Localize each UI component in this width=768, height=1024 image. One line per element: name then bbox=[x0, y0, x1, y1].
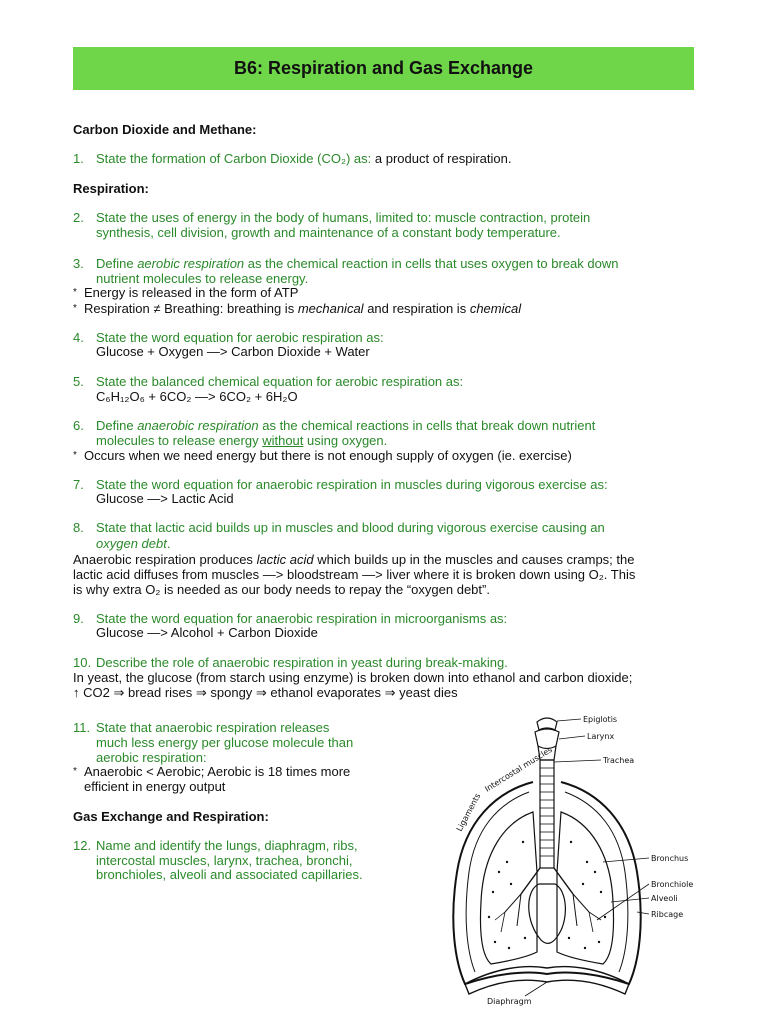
bullet-term: mechanical bbox=[297, 301, 364, 316]
item-9 bbox=[73, 611, 507, 626]
paragraph-line: In yeast, the glucose (from starch using enzyme) is broken down into ethanol and carbon dioxide; bbox=[73, 670, 633, 685]
item-5 bbox=[73, 374, 463, 389]
item-answer: a product of respiration. bbox=[371, 151, 512, 166]
label-ligaments: Ligaments bbox=[454, 791, 483, 833]
item-number: 8. bbox=[73, 520, 84, 535]
bullet-marker: * bbox=[73, 766, 77, 777]
section-co2-methane: Carbon Dioxide and Methane: bbox=[73, 122, 257, 137]
right-lung-shape bbox=[557, 812, 614, 964]
paragraph-line: ↑ CO2 ⇒ bread rises ⇒ spongy ⇒ ethanol evaporates ⇒ yeast dies bbox=[73, 685, 458, 700]
item-text: Define bbox=[96, 256, 138, 271]
item-number: 3. bbox=[73, 256, 84, 271]
bullet-text: Anaerobic < Aerobic; Aerobic is 18 times more bbox=[84, 764, 351, 779]
label-alveoli: Alveoli bbox=[651, 894, 678, 903]
label-bronchiole: Bronchiole bbox=[651, 880, 694, 889]
bullet-text: Occurs when we need energy but there is not enough supply of oxygen (ie. exercise) bbox=[84, 448, 572, 463]
section-gas-exchange: Gas Exchange and Respiration: bbox=[73, 809, 269, 824]
item-7 bbox=[73, 477, 608, 492]
item-11 bbox=[73, 720, 329, 735]
bullet-item bbox=[73, 301, 521, 316]
item-1 bbox=[73, 151, 511, 166]
paragraph-line bbox=[73, 552, 634, 567]
item-number: 1. bbox=[73, 151, 84, 166]
item-text: Define bbox=[96, 418, 138, 433]
item-text: State the uses of energy in the body of humans, limited to: muscle contraction, protein bbox=[96, 210, 591, 225]
item-number: 10. bbox=[73, 655, 92, 670]
item-number: 11. bbox=[73, 720, 91, 735]
item-term: oxygen debt bbox=[96, 536, 167, 551]
label-epiglottis: Epiglotis bbox=[583, 715, 618, 724]
item-11-line-3: aerobic respiration: bbox=[96, 750, 207, 765]
label-larynx: Larynx bbox=[587, 732, 615, 741]
item-number: 9. bbox=[73, 611, 84, 626]
bullet-text: Energy is released in the form of ATP bbox=[84, 285, 299, 300]
label-intercostal: Intercostal muscles bbox=[483, 744, 554, 794]
left-lung-shape bbox=[480, 812, 537, 964]
diaphragm-shape bbox=[465, 967, 629, 994]
word-equation: Glucose —> Lactic Acid bbox=[96, 491, 234, 506]
item-number: 12. bbox=[73, 838, 92, 853]
section-respiration: Respiration: bbox=[73, 181, 149, 196]
bullet-item bbox=[73, 764, 350, 779]
item-text-rest: using oxygen. bbox=[303, 433, 388, 448]
item-text-rest: as the chemical reaction in cells that uses oxygen to break down bbox=[244, 256, 619, 271]
item-term: aerobic respiration bbox=[137, 256, 245, 271]
paragraph-term: lactic acid bbox=[256, 552, 314, 567]
paragraph-text-rest: which builds up in the muscles and causes cramps; the bbox=[313, 552, 635, 567]
item-11-line-2: much less energy per glucose molecule than bbox=[96, 735, 354, 750]
item-2 bbox=[73, 210, 590, 225]
item-6 bbox=[73, 418, 595, 433]
label-bronchus: Bronchus bbox=[651, 854, 689, 863]
word-equation: Glucose + Oxygen —> Carbon Dioxide + Water bbox=[96, 344, 370, 359]
bullet-term: chemical bbox=[469, 301, 522, 316]
bullet-marker: * bbox=[73, 303, 77, 314]
item-2-line-2: synthesis, cell division, growth and maintenance of a constant body temperature. bbox=[96, 225, 561, 240]
bullet-marker: * bbox=[73, 287, 77, 298]
label-diaphragm: Diaphragm bbox=[487, 997, 532, 1006]
bullet-marker: * bbox=[73, 450, 77, 461]
item-text: State the balanced chemical equation for aerobic respiration as: bbox=[96, 374, 464, 389]
item-text: State the word equation for aerobic respiration as: bbox=[96, 330, 384, 345]
item-6-line-2 bbox=[96, 433, 387, 448]
paragraph-line: lactic acid diffuses from muscles —> bloodstream —> liver where it is broken down using O₂. This bbox=[73, 567, 636, 582]
item-4 bbox=[73, 330, 384, 345]
label-trachea: Trachea bbox=[603, 756, 635, 765]
label-ribcage: Ribcage bbox=[651, 910, 684, 919]
lung-diagram-svg bbox=[425, 712, 715, 1012]
page-title: B6: Respiration and Gas Exchange bbox=[233, 58, 534, 78]
paragraph-text: Anaerobic respiration produces bbox=[73, 552, 257, 567]
heart-shape bbox=[529, 884, 566, 943]
bullet-item bbox=[73, 285, 298, 300]
item-text: State the word equation for anaerobic respiration in muscles during vigorous exercise as: bbox=[96, 477, 608, 492]
item-8-line-2: oxygen debt. bbox=[96, 536, 171, 551]
lung-diagram bbox=[425, 712, 715, 1012]
bronchi-shape bbox=[521, 868, 573, 894]
item-3 bbox=[73, 256, 618, 271]
item-number: 2. bbox=[73, 210, 84, 225]
item-number: 5. bbox=[73, 374, 84, 389]
paragraph-line: is why extra O₂ is needed as our body needs to repay the “oxygen debt”. bbox=[73, 582, 490, 597]
item-12 bbox=[73, 838, 358, 853]
item-term: anaerobic respiration bbox=[137, 418, 259, 433]
bullet-item bbox=[73, 448, 572, 463]
item-number: 6. bbox=[73, 418, 84, 433]
item-8 bbox=[73, 520, 605, 535]
item-text: State that lactic acid builds up in muscles and blood during vigorous exercise causing an bbox=[96, 520, 605, 535]
item-10 bbox=[73, 655, 508, 670]
item-3-line-2: nutrient molecules to release energy. bbox=[96, 271, 309, 286]
item-12-line-2: intercostal muscles, larynx, trachea, bronchi, bbox=[96, 853, 353, 868]
item-underlined: without bbox=[262, 433, 304, 448]
item-text: State the formation of Carbon Dioxide (CO₂) as: bbox=[96, 151, 372, 166]
item-text: State the word equation for anaerobic respiration in microorganisms as: bbox=[96, 611, 508, 626]
item-number: 7. bbox=[73, 477, 84, 492]
bullet-text-mid: and respiration is bbox=[363, 301, 470, 316]
item-text: State that anaerobic respiration releases bbox=[96, 720, 330, 735]
word-equation: Glucose —> Alcohol + Carbon Dioxide bbox=[96, 625, 318, 640]
bullet-text: Respiration ≠ Breathing: breathing is bbox=[84, 301, 298, 316]
alveoli-dots bbox=[488, 841, 606, 949]
item-number: 4. bbox=[73, 330, 84, 345]
chemical-equation: C₆H₁₂O₆ + 6CO₂ —> 6CO₂ + 6H₂O bbox=[96, 389, 298, 404]
title-banner bbox=[73, 47, 694, 90]
item-text-rest: as the chemical reactions in cells that break down nutrient bbox=[258, 418, 596, 433]
item-text: Describe the role of anaerobic respiration in yeast during break-making. bbox=[96, 655, 508, 670]
epiglottis-shape bbox=[537, 718, 557, 730]
item-12-line-3: bronchioles, alveoli and associated capillaries. bbox=[96, 867, 363, 882]
ribcage-outline bbox=[453, 782, 640, 984]
item-text: Name and identify the lungs, diaphragm, ribs, bbox=[96, 838, 358, 853]
item-text: molecules to release energy bbox=[96, 433, 263, 448]
bullet-text-cont: efficient in energy output bbox=[84, 779, 226, 794]
